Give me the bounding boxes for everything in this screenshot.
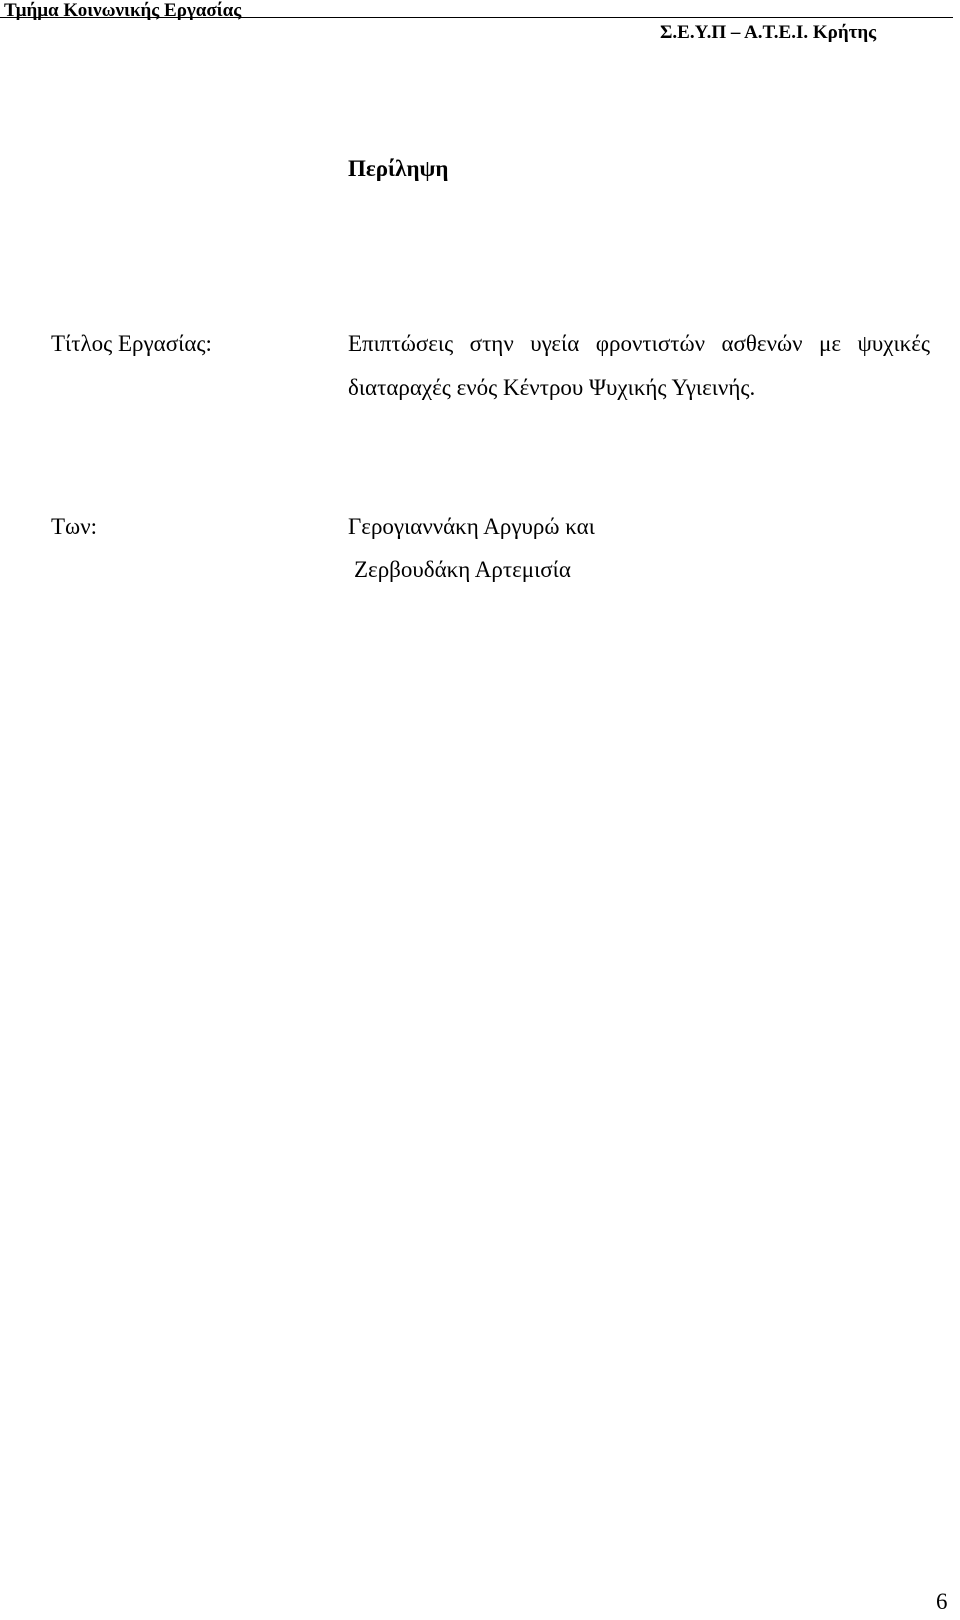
section-title: Περίληψη <box>348 156 449 181</box>
author-1: Γερογιαννάκη Αργυρώ και <box>348 514 595 539</box>
thesis-title-line-2: διαταραχές ενός Κέντρου Ψυχικής Υγιεινής. <box>348 375 756 400</box>
header-divider <box>0 17 953 18</box>
page-number: 6 <box>936 1589 948 1614</box>
authors-label: Των: <box>51 514 97 539</box>
header-department: Τμήμα Κοινωνικής Εργασίας <box>4 0 242 21</box>
title-label: Τίτλος Εργασίας: <box>51 331 212 356</box>
author-2: Ζερβουδάκη Αρτεμισία <box>354 557 571 582</box>
header-institution: Σ.Ε.Υ.Π – Α.Τ.Ε.Ι. Κρήτης <box>660 22 877 43</box>
thesis-title-line-1: Επιπτώσεις στην υγεία φροντιστών ασθενών με ψυχικές <box>348 331 930 356</box>
